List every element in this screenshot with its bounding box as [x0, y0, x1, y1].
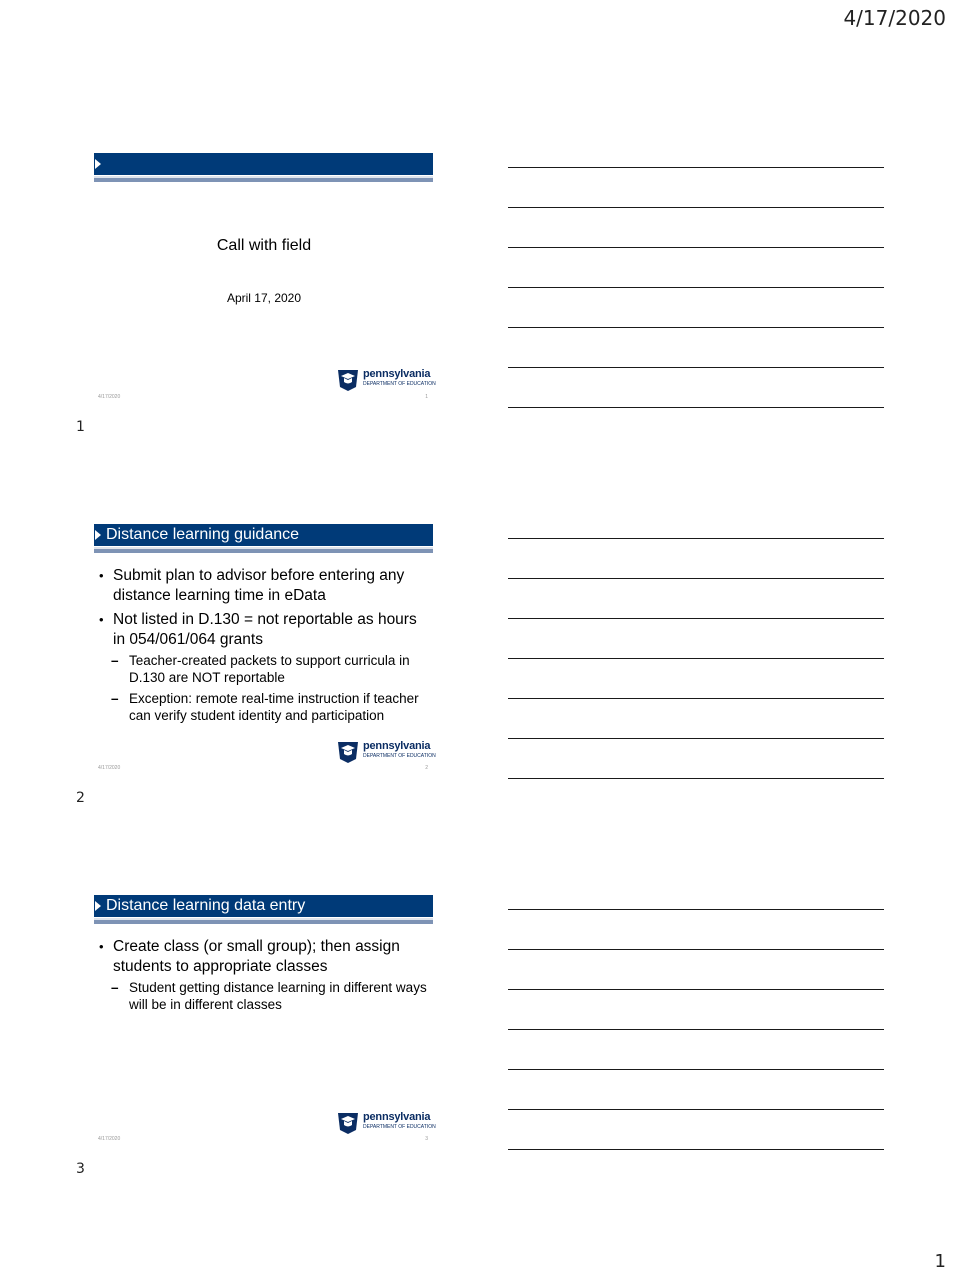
slide-block-1: [0, 153, 960, 524]
notes-lines: [508, 167, 884, 427]
slide-block-3: [0, 895, 960, 1266]
slide-thumbnail: [94, 153, 434, 408]
slide-thumbnail: [94, 895, 434, 1150]
note-line[interactable]: [508, 327, 884, 328]
notes-lines: [508, 909, 884, 1169]
pde-logo: [336, 739, 434, 763]
notes-lines: [508, 538, 884, 798]
slide-footer-date: 4/17/2020: [98, 1136, 121, 1142]
note-line[interactable]: [508, 578, 884, 579]
note-line[interactable]: [508, 949, 884, 950]
note-line[interactable]: [508, 1029, 884, 1030]
page-date: 4/17/2020: [843, 6, 946, 30]
slide-footer-number: 2: [425, 765, 428, 771]
slide-title-bar: [94, 153, 433, 175]
keystone-logo-icon: [336, 367, 360, 391]
title-arrow-icon: [95, 159, 101, 169]
bullet-list: [98, 566, 432, 728]
note-line[interactable]: [508, 618, 884, 619]
slide-footer-number: 1: [425, 394, 428, 400]
logo-department: DEPARTMENT OF EDUCATION: [363, 381, 436, 387]
sub-bullet-list: [109, 652, 432, 724]
title-arrow-icon: [95, 901, 101, 911]
cover-title: Call with field: [216, 237, 312, 254]
note-line[interactable]: [508, 989, 884, 990]
note-line[interactable]: [508, 658, 884, 659]
bullet-item: [98, 937, 432, 1013]
note-line[interactable]: [508, 698, 884, 699]
logo-wordmark: pennsylvania: [363, 740, 431, 752]
slide-number-label: 3: [76, 1161, 85, 1177]
note-line[interactable]: [508, 778, 884, 779]
note-line[interactable]: [508, 167, 884, 168]
sub-bullet-item: – Teacher-created packets to support curricula in D.130 are NOT reportable: [109, 652, 432, 686]
note-line[interactable]: [508, 1109, 884, 1110]
sub-bullet-item: – Exception: remote real-time instruction if teacher can verify student identity and participation: [109, 690, 432, 724]
slide-footer-number: 3: [425, 1136, 428, 1142]
logo-wordmark: pennsylvania: [363, 368, 431, 380]
cover-subtitle: April 17, 2020: [226, 291, 302, 305]
slide-title: Distance learning guidance: [106, 526, 300, 543]
note-line[interactable]: [508, 1069, 884, 1070]
slide-number-label: 2: [76, 790, 85, 806]
bullet-text: Submit plan to advisor before entering any distance learning time in eData: [113, 567, 405, 604]
sub-bullet-list: [109, 979, 432, 1013]
logo-department: DEPARTMENT OF EDUCATION: [363, 753, 436, 759]
bullet-text: Create class (or small group); then assign students to appropriate classes: [113, 938, 400, 975]
slide-title-bar: [94, 524, 433, 546]
title-rule-accent: [94, 178, 433, 182]
bullet-text: Not listed in D.130 = not reportable as hours in 054/061/064 grants: [113, 611, 417, 648]
slide-footer-date: 4/17/2020: [98, 394, 121, 400]
note-line[interactable]: [508, 207, 884, 208]
note-line[interactable]: [508, 407, 884, 408]
note-line[interactable]: [508, 738, 884, 739]
sub-bullet-item: – Student getting distance learning in different ways will be in different classes: [109, 979, 432, 1013]
slide-title: Distance learning data entry: [106, 897, 306, 914]
bullet-list: [98, 937, 432, 1017]
keystone-logo-icon: [336, 1110, 360, 1134]
slide-footer-date: 4/17/2020: [98, 765, 121, 771]
logo-department: DEPARTMENT OF EDUCATION: [363, 1124, 436, 1130]
note-line[interactable]: [508, 247, 884, 248]
slide-block-2: [0, 524, 960, 895]
note-line[interactable]: [508, 909, 884, 910]
title-arrow-icon: [95, 530, 101, 540]
note-line[interactable]: [508, 367, 884, 368]
pde-logo: [336, 1110, 434, 1134]
logo-wordmark: pennsylvania: [363, 1111, 431, 1123]
title-rule-accent: [94, 549, 433, 553]
bullet-item: [98, 566, 432, 606]
note-line[interactable]: [508, 538, 884, 539]
slide-number-label: 1: [76, 419, 85, 435]
bullet-item: [98, 610, 432, 724]
page-number: 1: [934, 1251, 946, 1272]
title-rule-accent: [94, 920, 433, 924]
keystone-logo-icon: [336, 739, 360, 763]
note-line[interactable]: [508, 287, 884, 288]
slide-title-bar: [94, 895, 433, 917]
note-line[interactable]: [508, 1149, 884, 1150]
pde-logo: [336, 367, 434, 391]
slide-thumbnail: [94, 524, 434, 779]
